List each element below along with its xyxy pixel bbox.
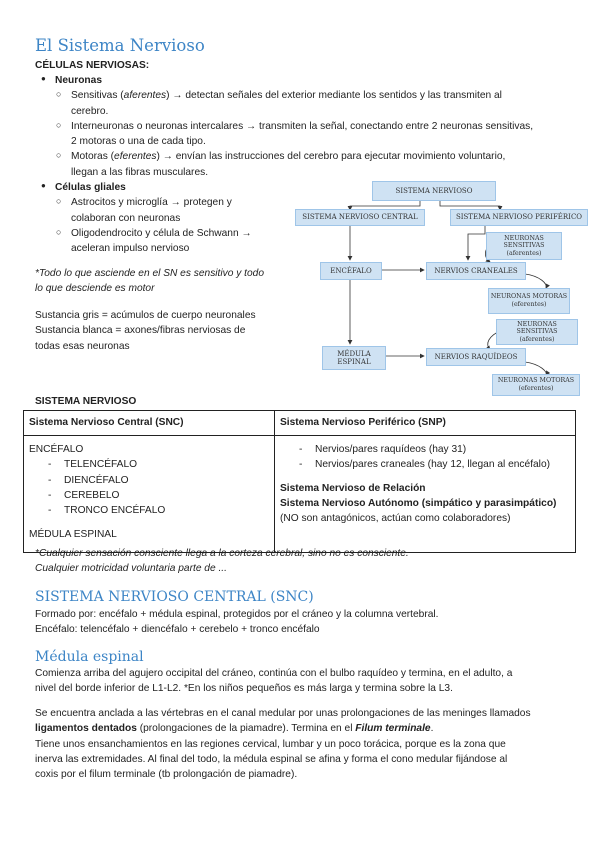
medula-heading: Médula espinal [35, 649, 144, 665]
neuronas-label: ● Neuronas [35, 73, 580, 88]
list-item: - Nervios/pares craneales (hay 12, llegan al encéfalo) [280, 457, 570, 472]
note-cortex: *Cualquier sensación consciente llega a la corteza cerebral, sino no es consciente. Cualquier motricidad voluntaria parte de ... [35, 548, 409, 575]
medula-paragraph-1: Comienza arriba del agujero occipital del cráneo, continúa con el bulbo raquídeo y termina, en el adulto, a nivel del borde inferior de L1-L2. *En los niños pequeños es más larga y termina sobre la L3. [35, 668, 513, 695]
snc-text: Formado por: encéfalo + médula espinal, protegidos por el cráneo y la columna vertebral. Encéfalo: telencéfalo + diencéfalo + cerebelo + tronco encéfalo [35, 609, 439, 636]
note-sn: *Todo lo que asciende en el SN es sensitivo y todo lo que desciende es motor [35, 268, 264, 295]
diagram-node-motoras-1: NEURONAS MOTORAS (eferentes) [488, 288, 570, 314]
diagram-node-snp: SISTEMA NERVIOSO PERIFÉRICO [450, 209, 588, 226]
diagram-node-medula: MÉDULA ESPINAL [322, 346, 386, 370]
list-item: ○ Oligodendrocito y célula de Schwann → aceleran impulso nervioso [35, 226, 580, 257]
snp-note: (NO son antagónicos, actúan como colaboradores) [280, 513, 511, 525]
list-item: ○ Sensitivas (aferentes) → detectan señales del exterior mediante los sentidos y las transmiten al cerebro. [35, 88, 580, 119]
table-header-snc: Sistema Nervioso Central (SNC) [24, 411, 275, 436]
snc-heading: SISTEMA NERVIOSO CENTRAL (SNC) [35, 589, 314, 605]
diagram-node-root: SISTEMA NERVIOSO [372, 181, 496, 201]
medula-paragraph-2: Se encuentra anclada a las vértebras en el canal medular por unas prolongaciones de las meninges llamados ligamentos dentados (prolongaciones de la piamadre). Termina en el Filum terminale. Tiene unos ensanchamientos en las regiones cervical, lumbar y un poco torácica, porque es la zona que inerva las extremidades. Al final del todo, la médula espinal se afina y forma el cono medular fijándose al coxis por el filum terminale (tb prolongación de piamadre). [35, 708, 531, 781]
nervous-system-table [23, 410, 576, 553]
list-item: - TRONCO ENCÉFALO [29, 503, 269, 518]
list-item: - Nervios/pares raquídeos (hay 31) [280, 442, 570, 457]
gliales-label: ● Células gliales [35, 180, 580, 195]
table-row [24, 436, 576, 553]
diagram-node-sensitivas-2: NEURONAS SENSITIVAS (aferentes) [496, 319, 578, 345]
list-item: - TELENCÉFALO [29, 457, 269, 472]
diagram-node-raquideos: NERVIOS RAQUÍDEOS [426, 348, 526, 366]
page-title: El Sistema Nervioso [35, 36, 205, 55]
table-cell-snp [275, 436, 576, 553]
snp-autonomo: Sistema Nervioso Autónomo (simpático y parasimpático) [280, 497, 557, 509]
diagram-node-motoras-2: NEURONAS MOTORAS (eferentes) [492, 374, 580, 396]
snp-relacion: Sistema Nervioso de Relación [280, 482, 426, 494]
snc-medula: MÉDULA ESPINAL [29, 529, 117, 541]
list-item: ○ Astrocitos y microglía → protegen y colaboran con neuronas [35, 195, 580, 226]
table-label: SISTEMA NERVIOSO [35, 396, 137, 407]
list-item: - DIENCÉFALO [29, 473, 269, 488]
diagram-node-sensitivas-1: NEURONAS SENSITIVAS (aferentes) [486, 232, 562, 260]
table-header-snp: Sistema Nervioso Periférico (SNP) [275, 411, 576, 436]
table-header-row [24, 411, 576, 436]
nervous-system-diagram [290, 176, 590, 396]
list-item: ○ Motoras (eferentes) → envían las instrucciones del cerebro para ejecutar movimiento voluntario, llegan a las fibras musculares. [35, 149, 580, 180]
list-item: - CEREBELO [29, 488, 269, 503]
diagram-node-snc: SISTEMA NERVIOSO CENTRAL [295, 209, 425, 226]
table-cell-snc [24, 436, 275, 553]
diagram-node-craneales: NERVIOS CRANEALES [426, 262, 526, 280]
list-item: ○ Interneuronas o neuronas intercalares → transmiten la señal, conectando entre 2 neuronas sensitivas, 2 motoras o una de cada tipo. [35, 119, 580, 150]
diagram-node-encefalo: ENCÉFALO [320, 262, 382, 280]
snc-encefalo: ENCÉFALO [29, 444, 84, 455]
sustancia-note: Sustancia gris = acúmulos de cuerpo neuronales Sustancia blanca = axones/fibras nerviosas de todas esas neuronas [35, 310, 256, 352]
cells-heading: CÉLULAS NERVIOSAS: [35, 60, 150, 71]
